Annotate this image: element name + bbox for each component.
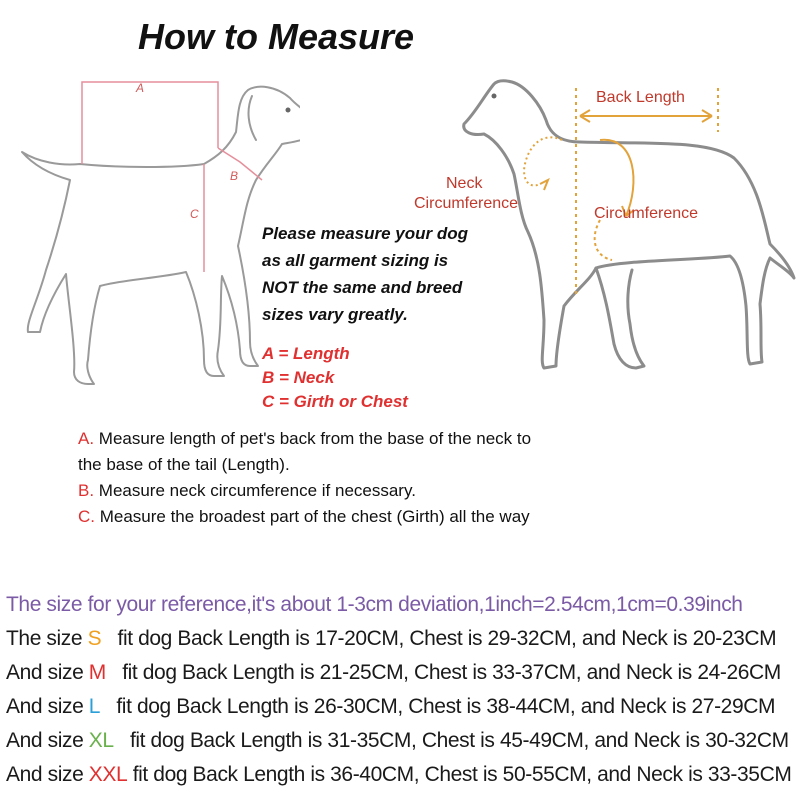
instruction-line — [78, 426, 531, 452]
instruction-letter: C. — [78, 507, 95, 526]
legend-girth: C = Girth or Chest — [262, 392, 408, 411]
note-line: NOT the same and breed — [262, 278, 463, 297]
label-b: B — [230, 169, 239, 183]
measure-legend — [262, 342, 408, 414]
size-prefix: The size — [6, 627, 88, 650]
size-detail: fit dog Back Length is 36-40CM, Chest is 50-55CM, and Neck is 33-35CM — [132, 763, 792, 786]
legend-length: A = Length — [262, 344, 350, 363]
size-row — [6, 622, 791, 656]
dog-outline-left — [22, 87, 300, 384]
size-label: S — [87, 627, 102, 650]
size-row — [6, 656, 791, 690]
instruction-text: Measure length of pet's back from the base of the neck to — [94, 429, 532, 448]
instruction-text: the base of the tail (Length). — [78, 455, 290, 474]
size-prefix: And size — [6, 763, 89, 786]
size-label: L — [88, 695, 101, 718]
size-detail: fit dog Back Length is 31-35CM, Chest is 45-49CM, and Neck is 30-32CM — [129, 729, 789, 752]
size-row — [6, 690, 791, 724]
instruction-text: Measure neck circumference if necessary. — [94, 481, 416, 500]
page-title: How to Measure — [138, 16, 415, 57]
size-prefix: And size — [6, 729, 89, 752]
size-prefix: And size — [6, 695, 89, 718]
size-row — [6, 724, 791, 758]
label-c: C — [190, 207, 199, 221]
size-label: XXL — [88, 763, 128, 786]
size-detail: fit dog Back Length is 21-25CM, Chest is 33-37CM, and Neck is 24-26CM — [122, 661, 781, 684]
legend-neck: B = Neck — [262, 368, 335, 387]
size-chart — [6, 588, 791, 792]
instruction-line — [78, 478, 531, 504]
instructions — [78, 426, 531, 530]
note-line: Please measure your dog — [262, 224, 468, 243]
instruction-text: Measure the broadest part of the chest (Girth) all the way — [95, 507, 530, 526]
dog-eye-right — [492, 94, 497, 99]
size-row — [6, 758, 791, 792]
label-neck-line2: Circumference — [414, 195, 519, 212]
dog-outline-right — [464, 81, 794, 368]
dog-diagram-left — [0, 60, 300, 400]
instruction-line — [78, 504, 531, 530]
size-detail: fit dog Back Length is 17-20CM, Chest is 29-32CM, and Neck is 20-23CM — [117, 627, 777, 650]
size-detail: fit dog Back Length is 26-30CM, Chest is 38-44CM, and Neck is 27-29CM — [116, 695, 776, 718]
size-prefix: And size — [6, 661, 89, 684]
size-reference-note: The size for your reference,it's about 1-3cm deviation,1inch=2.54cm,1cm=0.39inch — [6, 593, 743, 616]
dog-eye-left — [286, 108, 291, 113]
label-back-length: Back Length — [596, 89, 685, 106]
instruction-line — [78, 452, 531, 478]
measure-note — [262, 220, 468, 328]
size-label: M — [88, 661, 106, 684]
size-label: XL — [88, 729, 114, 752]
instruction-letter: B. — [78, 481, 95, 500]
label-circumference: Circumference — [594, 205, 699, 222]
note-line: as all garment sizing is — [262, 251, 449, 270]
label-a: A — [136, 81, 145, 95]
instruction-letter: A. — [78, 429, 95, 448]
label-neck-line1: Neck — [446, 175, 483, 192]
note-line: sizes vary greatly. — [262, 305, 408, 324]
